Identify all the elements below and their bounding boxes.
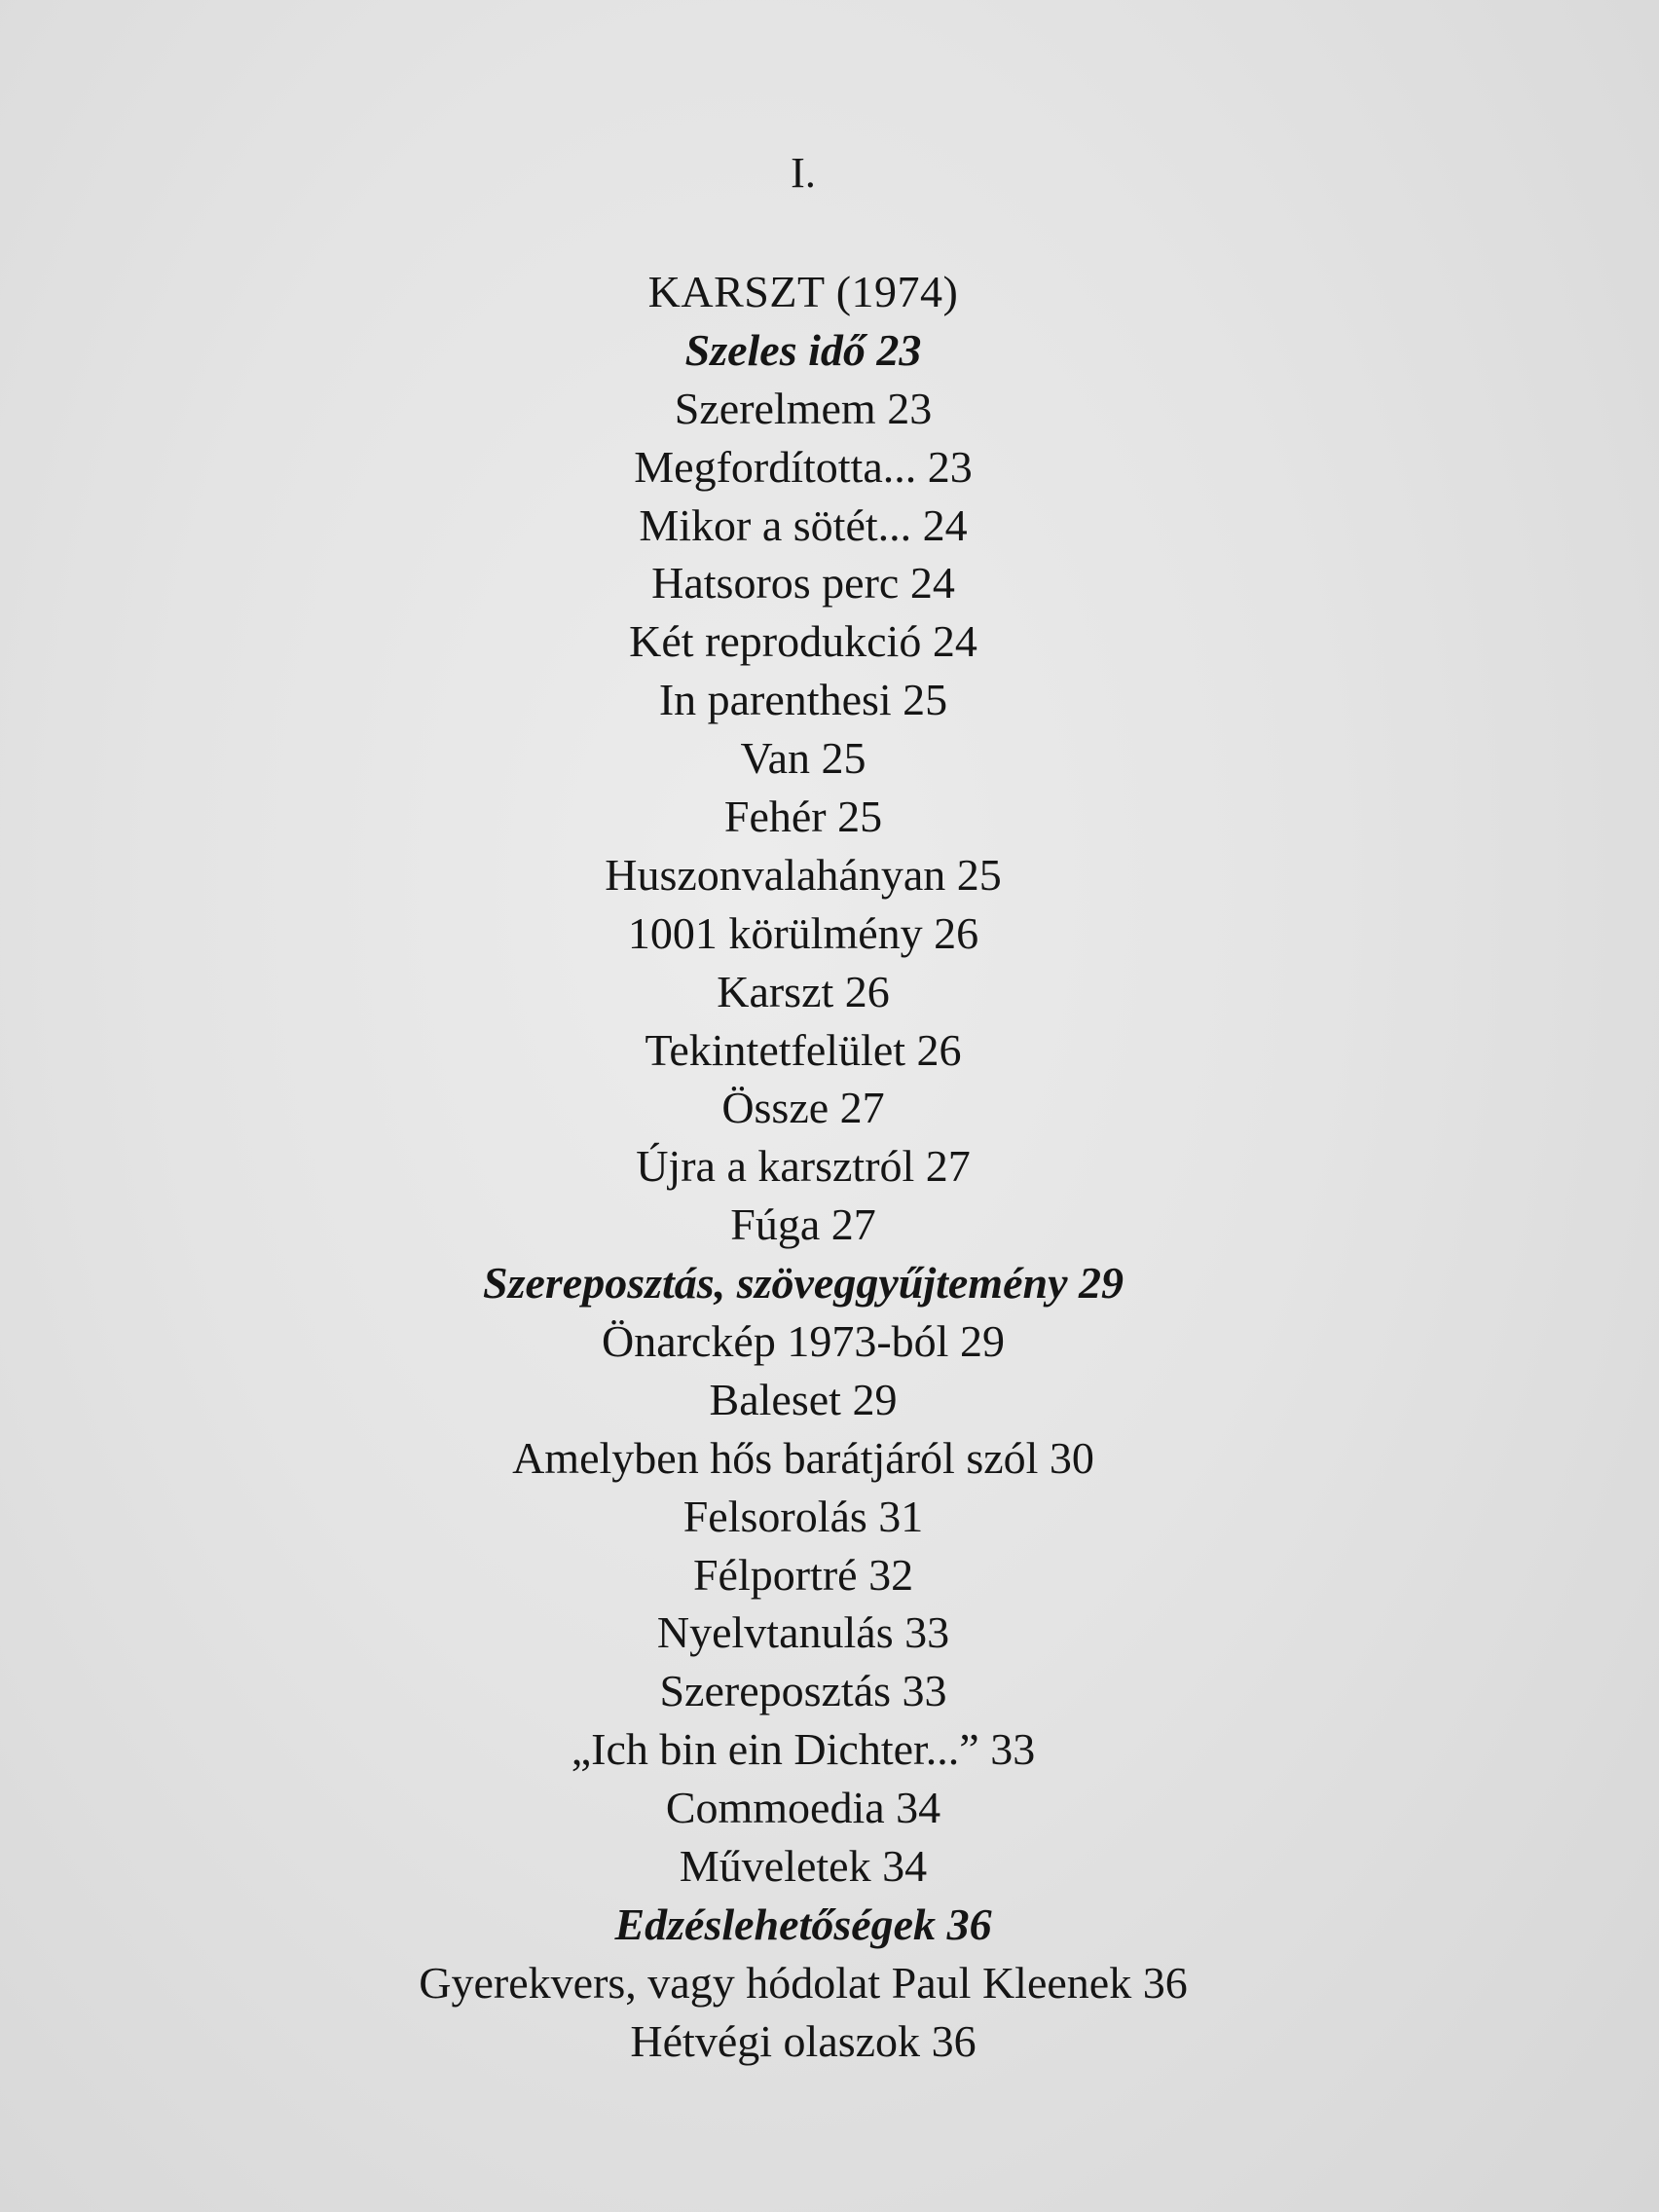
toc-entry-title: „Ich bin ein Dichter...” [571,1724,979,1775]
toc-entry-title: Szeles idő [684,324,866,375]
toc-entry-title: Félportré [692,1549,858,1600]
toc-entry [0,438,1606,497]
toc-entry [0,1837,1606,1896]
toc-entry-title: Gyerekvers, vagy hódolat Paul Kleenek [419,1957,1132,2008]
toc-entry [0,1021,1606,1080]
toc-entry-page-number: 33 [990,1724,1036,1775]
toc-entry-page-number: 24 [932,616,977,667]
toc-entry-title: Huszonvalahányan [605,849,946,900]
toc-entry-page-number: 36 [946,1899,992,1949]
toc-entry-page-number: 34 [896,1783,941,1833]
toc-entry-page-number: 25 [837,792,883,842]
toc-cycle-heading [0,321,1606,380]
toc-entry-page-number: 31 [878,1491,924,1541]
toc-entry [0,1196,1606,1254]
toc-entry-title: Szereposztás [659,1666,892,1716]
book-heading: KARSZT (1974) [647,267,959,316]
toc-entry-title: Baleset [709,1374,841,1424]
toc-entry-title: Felsorolás [682,1491,867,1541]
toc-entry-title: 1001 körülmény [627,907,923,958]
toc-entry [0,729,1606,788]
toc-entry-page-number: 29 [1079,1258,1124,1309]
toc-entry [0,1079,1606,1137]
toc-entry-page-number: 23 [927,441,973,492]
toc-entry [0,1604,1606,1662]
toc-entry-title: Hétvégi olaszok [630,2015,921,2066]
toc-entry-title: Nyelvtanulás [656,1607,894,1658]
toc-entry-title: Fúga [730,1199,821,1250]
toc-entry-title: Szereposztás, szöveggyűjtemény [482,1258,1068,1309]
toc-entry-page-number: 27 [925,1141,971,1192]
toc-entry-page-number: 26 [844,966,890,1016]
toc-entry-page-number: 29 [959,1316,1005,1367]
table-of-contents [0,263,1606,2071]
toc-entry-title: Önarckép 1973-ból [602,1316,949,1367]
toc-entry-page-number: 27 [830,1199,876,1250]
toc-entry [0,788,1606,846]
toc-entry-title: Tekintetfelület [645,1024,906,1075]
toc-entry [0,1371,1606,1429]
toc-entry [0,1429,1606,1488]
toc-entry-title: Össze [721,1083,830,1133]
toc-entry [0,1137,1606,1196]
toc-entry-title: Edzéslehetőségek [614,1899,937,1949]
toc-entry-page-number: 23 [876,324,922,375]
toc-entry-page-number: 26 [934,907,979,958]
toc-entry-page-number: 32 [868,1549,914,1600]
toc-cycle-heading [0,1254,1606,1312]
toc-entry [0,963,1606,1021]
toc-entry-page-number: 33 [904,1607,950,1658]
toc-entry-title: Műveletek [679,1841,871,1892]
toc-entry-title: Fehér [723,792,827,842]
toc-entry [0,497,1606,555]
toc-entry-page-number: 25 [956,849,1002,900]
toc-entry [0,554,1606,612]
toc-entry [0,904,1606,963]
toc-cycle-heading [0,1896,1606,1954]
toc-entry-title: In parenthesi [658,675,892,725]
toc-entry-title: Újra a karsztról [636,1141,915,1192]
toc-entry [0,1779,1606,1837]
toc-entry-page-number: 36 [931,2015,977,2066]
toc-entry-title: Megfordította... [634,441,917,492]
toc-entry-page-number: 30 [1049,1432,1094,1483]
toc-entry-title: Hatsoros perc [651,558,900,608]
toc-entry-title: Szerelmem [674,383,876,433]
toc-entry-page-number: 26 [916,1024,962,1075]
toc-entry [0,2012,1606,2071]
toc-entry-page-number: 34 [882,1841,928,1892]
toc-entry [0,1546,1606,1604]
toc-entry-title: Amelyben hős barátjáról szól [512,1432,1039,1483]
toc-entry [0,380,1606,438]
toc-entry-title: Commoedia [665,1783,885,1833]
toc-entry-page-number: 25 [903,675,948,725]
toc-entry-title: Van [740,733,811,784]
section-number: I. [791,149,816,197]
toc-entry-page-number: 29 [852,1374,898,1424]
toc-entry-page-number: 33 [902,1666,947,1716]
toc-entry [0,671,1606,729]
toc-entry-page-number: 25 [821,733,866,784]
toc-entry [0,1312,1606,1371]
toc-entry-title: Két reprodukció [629,616,922,667]
toc-entry-page-number: 23 [887,383,933,433]
toc-entry [0,1662,1606,1720]
toc-entry-page-number: 24 [922,499,968,550]
toc-entry-title: Mikor a sötét... [639,499,912,550]
toc-entry [0,1954,1606,2012]
toc-entry [0,612,1606,671]
toc-entry [0,1720,1606,1779]
toc-entry [0,1488,1606,1546]
toc-entry-page-number: 24 [909,558,955,608]
toc-entry-page-number: 27 [839,1083,885,1133]
toc-entry-page-number: 36 [1142,1957,1188,2008]
toc-entry-title: Karszt [717,966,834,1016]
toc-entry [0,846,1606,904]
